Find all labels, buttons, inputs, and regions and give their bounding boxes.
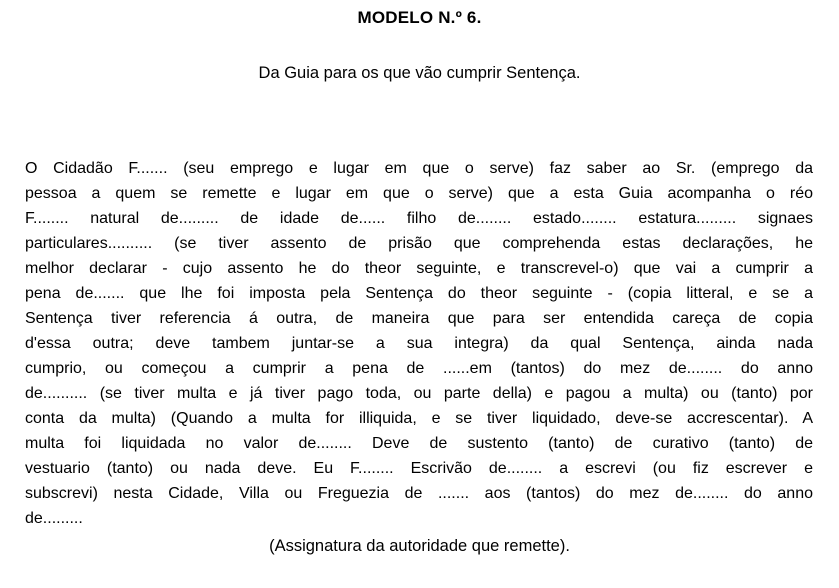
body-line: O Cidadão F....... (seu emprego e lugar em que o serve) faz saber ao Sr. (emprego da bbox=[25, 160, 813, 177]
body-line: subscrevi) nesta Cidade, Villa ou Freguezia de ....... aos (tantos) do mez de........ do anno bbox=[25, 485, 813, 502]
body-line: de.......... (se tiver multa e já tiver pago toda, ou parte della) e pagou a multa) ou (tanto) por bbox=[25, 385, 813, 402]
body-line: conta da multa) (Quando a multa for illiquida, e se tiver liquidado, deve-se accrescentar). A bbox=[25, 410, 813, 427]
body-line: de......... bbox=[25, 510, 83, 527]
document-subtitle: Da Guia para os que vão cumprir Sentença. bbox=[258, 64, 581, 82]
body-line: melhor declarar - cujo assento he do theor seguinte, e transcrevel-o) que vai a cumprir a bbox=[25, 260, 813, 277]
body-line: d'essa outra; deve tambem juntar-se a sua integra) da qual Sentença, ainda nada bbox=[25, 335, 813, 352]
signature-line: (Assignatura da autoridade que remette). bbox=[269, 537, 570, 555]
body-line: multa foi liquidada no valor de........ Deve de sustento (tanto) de curativo (tanto) de bbox=[25, 435, 813, 452]
body-line: F........ natural de......... de idade de...... filho de........ estado........ estatura......... signaes bbox=[25, 210, 813, 227]
document-title: MODELO N.º 6. bbox=[357, 8, 482, 27]
document-body-paragraph bbox=[0, 156, 839, 531]
body-line: cumprio, ou começou a cumprir a pena de ......em (tantos) do mez de........ do anno bbox=[25, 360, 813, 377]
body-line: Sentença tiver referencia á outra, de maneira que para ser entendida careça de copia bbox=[25, 310, 813, 327]
body-line: pessoa a quem se remette e lugar em que o serve) que a esta Guia acompanha o réo bbox=[25, 185, 813, 202]
body-line: particulares.......... (se tiver assento de prisão que comprehenda estas declarações, he bbox=[25, 235, 813, 252]
body-line: pena de....... que lhe foi imposta pela Sentença do theor seguinte - (copia litteral, e se a bbox=[25, 285, 813, 302]
body-line: vestuario (tanto) ou nada deve. Eu F........ Escrivão de........ a escrevi (ou fiz escrever e bbox=[25, 460, 813, 477]
